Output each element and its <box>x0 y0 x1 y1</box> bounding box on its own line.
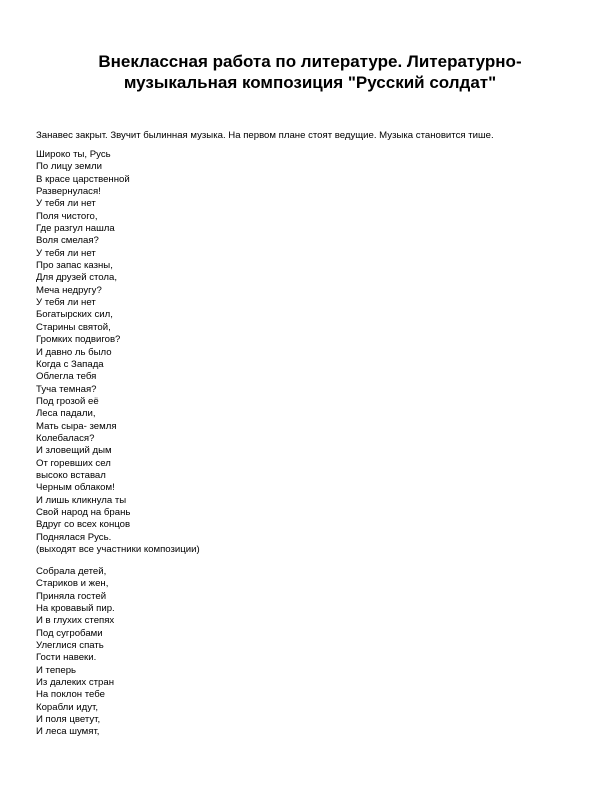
poem-line: Развернулася! <box>36 186 101 198</box>
poem-line: Леса падали, <box>36 408 96 420</box>
poem-line: И леса шумят, <box>36 726 100 738</box>
poem-line: Туча темная? <box>36 383 97 395</box>
poem-line: У тебя ли нет <box>36 247 96 259</box>
poem-line: Меча недругу? <box>36 284 102 296</box>
poem-line: И поля цветут, <box>36 714 101 726</box>
poem-line: Облегла тебя <box>36 371 97 383</box>
poem-line: Гости навеки. <box>36 652 97 664</box>
poem-line: Про запас казны, <box>36 260 113 272</box>
poem-line: Стариков и жен, <box>36 578 109 590</box>
poem-line: У тебя ли нет <box>36 297 96 309</box>
poem-line: И лишь кликнула ты <box>36 494 127 506</box>
poem-line: Под грозой её <box>36 395 99 407</box>
poem-line: Богатырских сил, <box>36 309 113 321</box>
poem-line: Черным облаком! <box>36 482 115 494</box>
poem-line: Под сугробами <box>36 627 103 639</box>
poem-line: От горевших сел <box>36 457 111 469</box>
poem-line: И теперь <box>36 664 77 676</box>
poem-line: Поля чистого, <box>36 210 98 222</box>
poem-line: Собрала детей, <box>36 566 107 577</box>
poem-line: Улеглися спать <box>36 640 104 652</box>
poem-line: Свой народ на брань <box>36 506 131 518</box>
poem-line: Воля смелая? <box>36 235 99 247</box>
poem-line: В красе царственной <box>36 173 130 185</box>
poem-line: Широко ты, Русь <box>36 149 111 160</box>
poem-line: И давно ль было <box>36 346 112 358</box>
poem-line: Мать сыра- земля <box>36 420 117 432</box>
page-title <box>40 51 580 93</box>
poem-line: На поклон тебе <box>36 689 106 701</box>
poem-line: Поднялася Русь. <box>36 531 112 543</box>
poem-line: Старины святой, <box>36 321 111 333</box>
title-line-2: музыкальная композиция "Русский солдат" <box>123 73 497 92</box>
poem-line: Из далеких стран <box>36 677 115 689</box>
poem-line: Вдруг со всех концов <box>36 519 131 531</box>
poem-line: Приняла гостей <box>36 590 107 602</box>
poem-stanza-2 <box>36 566 115 739</box>
stage-direction-intro: Занавес закрыт. Звучит былинная музыка. На первом плане стоят ведущие. Музыка становится тише. <box>36 130 494 141</box>
poem-line: Когда с Запада <box>36 358 104 370</box>
title-line-1: Внеклассная работа по литературе. Литературно- <box>98 52 522 71</box>
poem-stanza-1 <box>36 149 200 556</box>
poem-line: По лицу земли <box>36 161 102 173</box>
poem-line: На кровавый пир. <box>36 603 115 615</box>
poem-line: Колебалася? <box>36 432 95 444</box>
poem-line: высоко вставал <box>36 469 106 481</box>
poem-line: И зловещий дым <box>36 445 112 457</box>
poem-line: Где разгул нашла <box>36 223 115 235</box>
poem-line: И в глухих степях <box>36 615 115 627</box>
poem-line: (выходят все участники композиции) <box>36 544 200 555</box>
poem-line: Громких подвигов? <box>36 334 121 346</box>
poem-line: Корабли идут, <box>36 701 99 713</box>
poem-line: У тебя ли нет <box>36 198 96 210</box>
poem-line: Для друзей стола, <box>36 272 118 284</box>
